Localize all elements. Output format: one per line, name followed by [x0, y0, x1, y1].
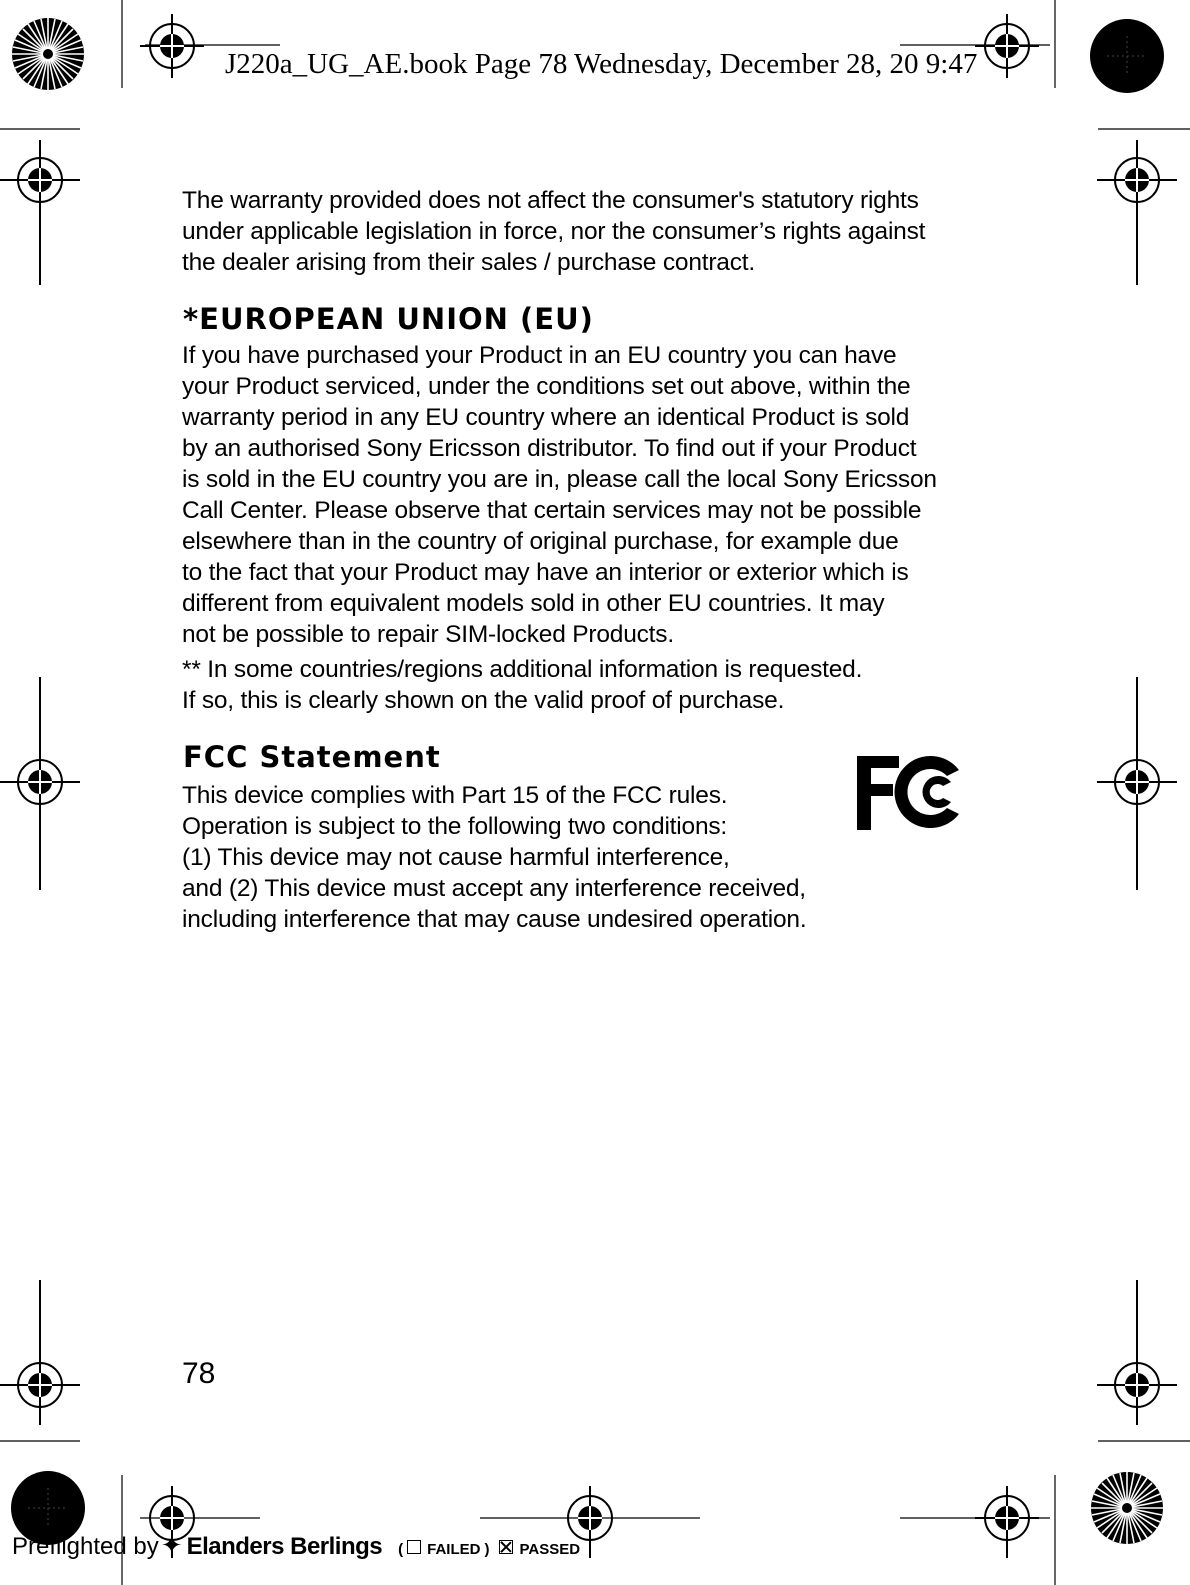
elanders-logo-icon: ✦ [160, 1530, 183, 1560]
preflight-prefix: Preflighted by [12, 1533, 159, 1560]
fcc-section-title: FCC Statement [183, 740, 441, 774]
registration-mark [1097, 140, 1177, 285]
text-line: ** In some countries/regions additional information is requested. [182, 656, 863, 683]
eu-note [182, 654, 1002, 716]
text-line: (1) This device may not cause harmful interference, [182, 844, 730, 871]
text-line: not be possible to repair SIM-locked Products. [182, 621, 674, 648]
status-open-paren: ( [398, 1541, 404, 1558]
text-line: is sold in the EU country you are in, please call the local Sony Ericsson [182, 466, 937, 493]
preflight-brand: Elanders Berlings [186, 1533, 383, 1560]
fcc-logo-icon [855, 752, 967, 832]
registration-mark [975, 14, 1039, 78]
header-slug: J220a_UG_AE.book Page 78 Wednesday, December 28, 20 9:47 [225, 48, 978, 80]
registration-mark [140, 14, 204, 78]
text-line: by an authorised Sony Ericsson distributor. To find out if your Product [182, 435, 917, 462]
failed-label: FAILED [427, 1541, 481, 1558]
solid-target [1090, 19, 1164, 93]
text-line: Operation is subject to the following two conditions: [182, 813, 728, 840]
text-line: Call Center. Please observe that certain services may not be possible [182, 497, 922, 524]
registration-mark [0, 140, 80, 285]
page-number: 78 [182, 1357, 216, 1390]
registration-mark [0, 677, 80, 890]
registration-mark [1097, 677, 1177, 890]
text-line: under applicable legislation in force, nor the consumer’s rights against [182, 218, 926, 245]
text-line: elsewhere than in the country of original purchase, for example due [182, 528, 899, 555]
starburst-target [12, 18, 84, 90]
passed-label: PASSED [519, 1541, 581, 1558]
text-line: warranty period in any EU country where an identical Product is sold [182, 404, 910, 431]
text-line: including interference that may cause undesired operation. [182, 906, 807, 933]
starburst-target [1091, 1472, 1163, 1544]
text-line: the dealer arising from their sales / purchase contract. [182, 249, 755, 276]
registration-mark [1097, 1280, 1177, 1425]
registration-mark [0, 1280, 80, 1425]
text-line: and (2) This device must accept any interference received, [182, 875, 806, 902]
text-line: your Product serviced, under the conditions set out above, within the [182, 373, 911, 400]
eu-section-title: *EUROPEAN UNION (EU) [183, 302, 594, 336]
eu-paragraph [182, 340, 1002, 650]
failed-checkbox [407, 1540, 421, 1554]
status-close-paren: ) [484, 1541, 490, 1558]
text-line: The warranty provided does not affect the consumer's statutory rights [182, 187, 919, 214]
preflight-stamp [12, 1530, 580, 1561]
text-line: If you have purchased your Product in an EU country you can have [182, 342, 897, 369]
text-line: different from equivalent models sold in other EU countries. It may [182, 590, 885, 617]
text-line: If so, this is clearly shown on the valid proof of purchase. [182, 687, 785, 714]
text-line: This device complies with Part 15 of the FCC rules. [182, 782, 728, 809]
warranty-paragraph [182, 185, 1002, 278]
text-line: to the fact that your Product may have an interior or exterior which is [182, 559, 909, 586]
registration-mark [975, 1486, 1039, 1558]
passed-checkbox [499, 1540, 513, 1554]
